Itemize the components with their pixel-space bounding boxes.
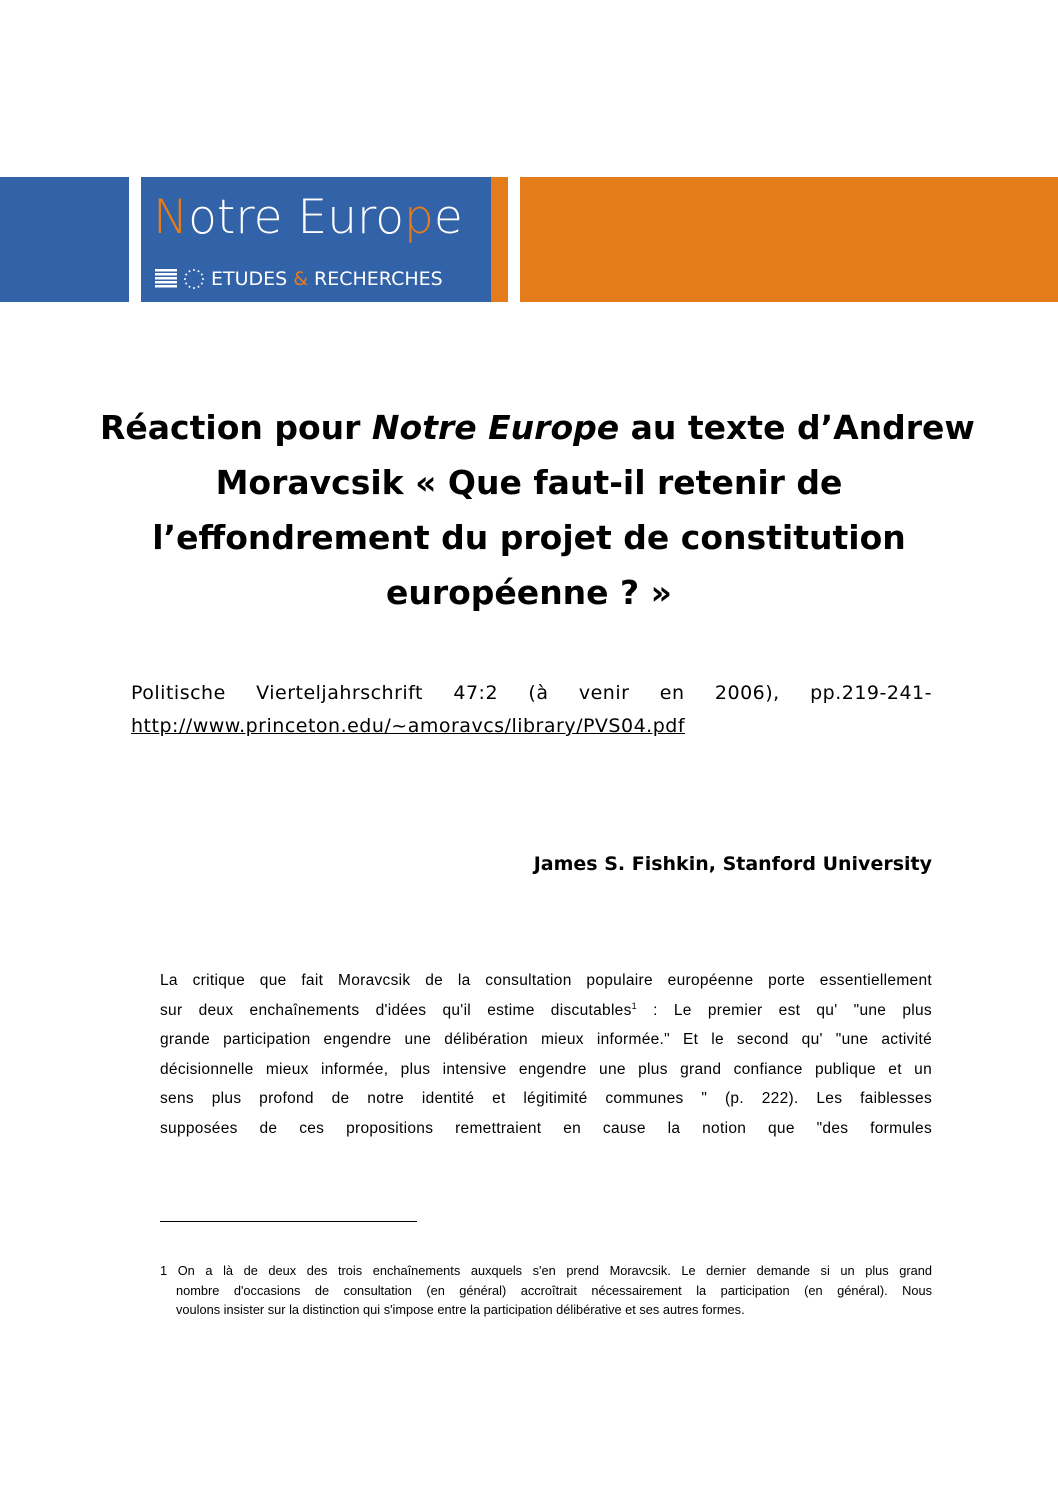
series-ampersand: & [293, 268, 309, 290]
footnote: 1 On a là de deux des trois enchaînements auxquels s'en prend Moravcsik. Le dernier demande si un plus grand nombre d'occasions de consultation (en général) accroîtrait nécessairement la participation (en général). Nous voulons insister sur la distinction qui s'impose entre la participation délibérative et ses autres formes. [160, 1263, 932, 1317]
footnote-ref[interactable]: 1 [631, 1000, 637, 1011]
citation-text: Politische Vierteljahrschrift 47:2 (à venir en 2006), pp.219-241- [131, 682, 932, 704]
eu-stars-icon [183, 268, 205, 290]
series-word-etudes: ETUDES [211, 268, 288, 290]
author-line: James S. Fishkin, Stanford University [533, 853, 932, 875]
footnote-separator [160, 1221, 417, 1222]
document-title: Réaction pour Notre Europe au texte d’Andrew Moravcsik « Que faut-il retenir de l’effondrement du projet de constitution européenne ? » [100, 408, 975, 612]
series-label [155, 268, 443, 290]
header-blue-block-left [0, 177, 129, 302]
body-paragraph: La critique que fait Moravcsik de la consultation populaire européenne porte essentiellement sur deux enchaînements d'idées qu'il estime discutables$^1$ : Le premier est qu' "une plus grande participation engendre une délibération mieux informée." Et le second qu' "une activité décisionnelle mieux informée, plus intensive engendre une plus grand confiance publique et un sens plus profond de notre identité et légitimité communes " (p. 222). Les faiblesses supposées de ces propositions remettraient en cause la notion que "des formules [160, 972, 932, 1137]
document-lines-icon [155, 268, 177, 290]
header-orange-strip [491, 177, 508, 302]
logo-notre-europe: Notre Europe [153, 190, 463, 245]
header-orange-block [520, 177, 1058, 302]
citation [131, 682, 932, 704]
citation-link[interactable]: http://www.princeton.edu/~amoravcs/library/PVS04.pdf [131, 715, 686, 737]
series-word-recherches: RECHERCHES [314, 268, 443, 290]
